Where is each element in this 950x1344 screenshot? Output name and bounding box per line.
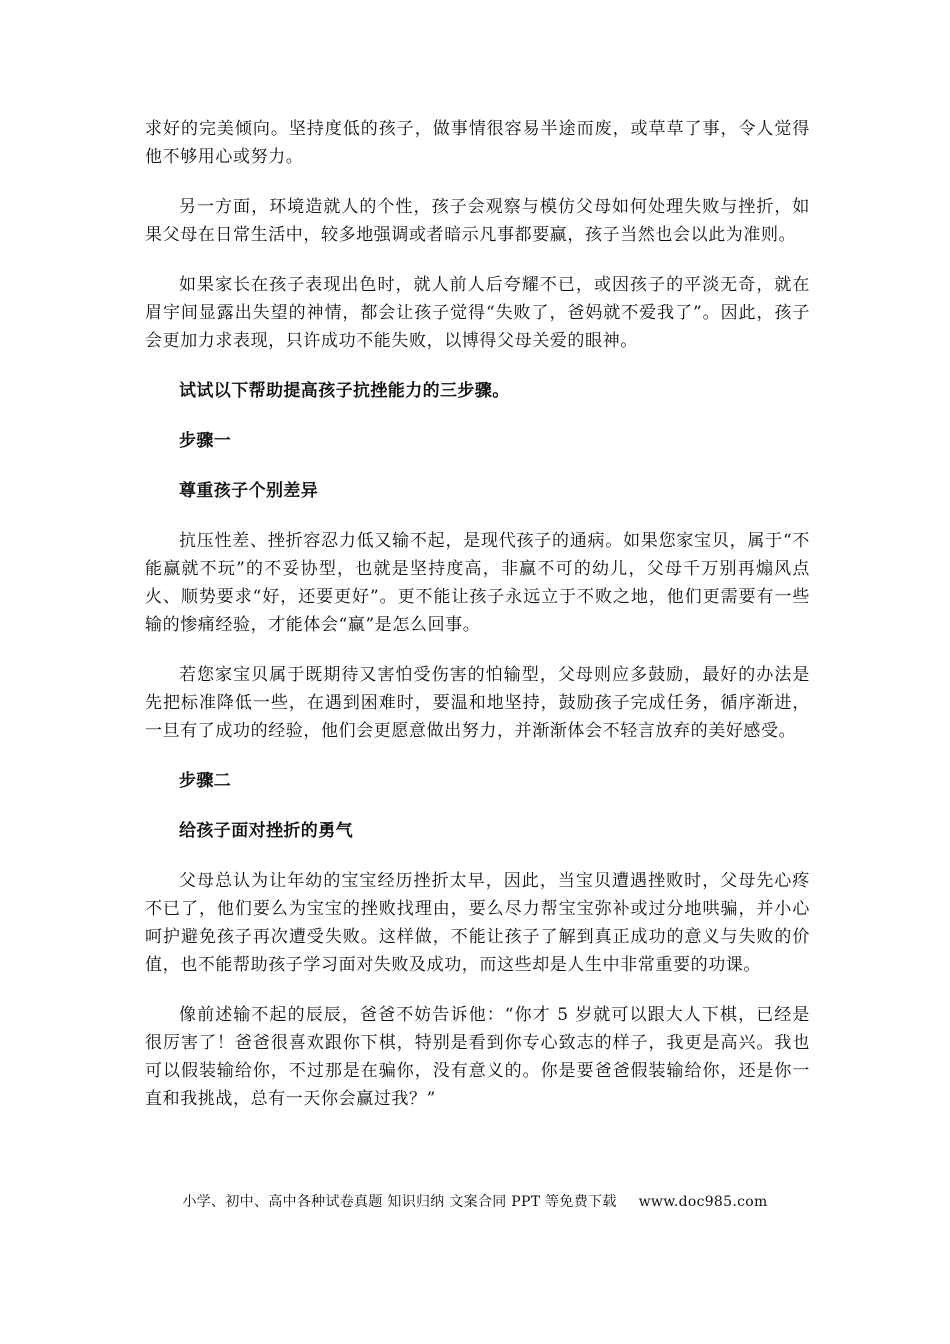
paragraph-4: 抗压性差、挫折容忍力低又输不起，是现代孩子的通病。如果您家宝贝，属于“不能赢就不玩”的不妥协型，也就是坚持度高，非赢不可的幼儿，父母千万别再煽风点火、顺势要求“好，还要更好”。更不能让孩子永远立于不败之地，他们更需要有一些输的惨痛经验，才能体会“赢”是怎么回事。 <box>145 531 810 635</box>
step-two-title: 给孩子面对挫折的勇气 <box>179 821 353 841</box>
paragraph-6: 父母总认为让年幼的宝宝经历挫折太早，因此，当宝贝遭遇挫败时，父母先心疼不已了，他们要么为宝宝的挫败找理由，要么尽力帮宝宝弥补或过分地哄骗，并小心呵护避免孩子再次遭受失败。这样做，不能让孩子了解到真正成功的意义与失败的价值，也不能帮助孩子学习面对失败及成功，而这些却是人生中非常重要的功课。 <box>145 871 810 975</box>
step-two-label: 步骤二 <box>179 771 232 791</box>
footer-text: 小学、初中、高中各种试卷真题 知识归纳 文案合同 PPT 等免费下载 <box>182 1194 617 1210</box>
paragraph-7: 像前述输不起的辰辰，爸爸不妨告诉他：“你才 5 岁就可以跟大人下棋，已经是很厉害了！爸爸很喜欢跟你下棋，特别是看到你专心致志的样子，我更是高兴。我也可以假装输给你，不过那是在骗你，没有意义的。你是要爸爸假装输给你，还是你一直和我挑战，总有一天你会赢过我？” <box>145 1005 810 1109</box>
paragraph-5: 若您家宝贝属于既期待又害怕受伤害的怕输型，父母则应多鼓励，最好的办法是先把标准降低一些，在遇到困难时，要温和地坚持，鼓励孩子完成任务，循序渐进，一旦有了成功的经验，他们会更愿意做出努力，并渐渐体会不轻言放弃的美好感受。 <box>145 665 810 741</box>
paragraph-3: 如果家长在孩子表现出色时，就人前人后夸耀不已，或因孩子的平淡无奇，就在眉宇间显露出失望的神情，都会让孩子觉得“失败了，爸妈就不爱我了”。因此，孩子会更加力求表现，只许成功不能失败，以博得父母关爱的眼神。 <box>145 275 810 351</box>
paragraph-2: 另一方面，环境造就人的个性，孩子会观察与模仿父母如何处理失败与挫折，如果父母在日常生活中，较多地强调或者暗示凡事都要赢，孩子当然也会以此为准则。 <box>145 197 810 245</box>
step-one-title: 尊重孩子个别差异 <box>179 481 319 501</box>
footer-link[interactable]: www.doc985.com <box>638 1194 768 1210</box>
document-body <box>145 115 810 1135</box>
page-footer <box>0 1191 950 1211</box>
section-intro-heading: 试试以下帮助提高孩子抗挫能力的三步骤。 <box>179 381 510 401</box>
step-one-label: 步骤一 <box>179 431 232 451</box>
paragraph-1: 求好的完美倾向。坚持度低的孩子，做事情很容易半途而废，或草草了事，令人觉得他不够用心或努力。 <box>145 119 810 167</box>
